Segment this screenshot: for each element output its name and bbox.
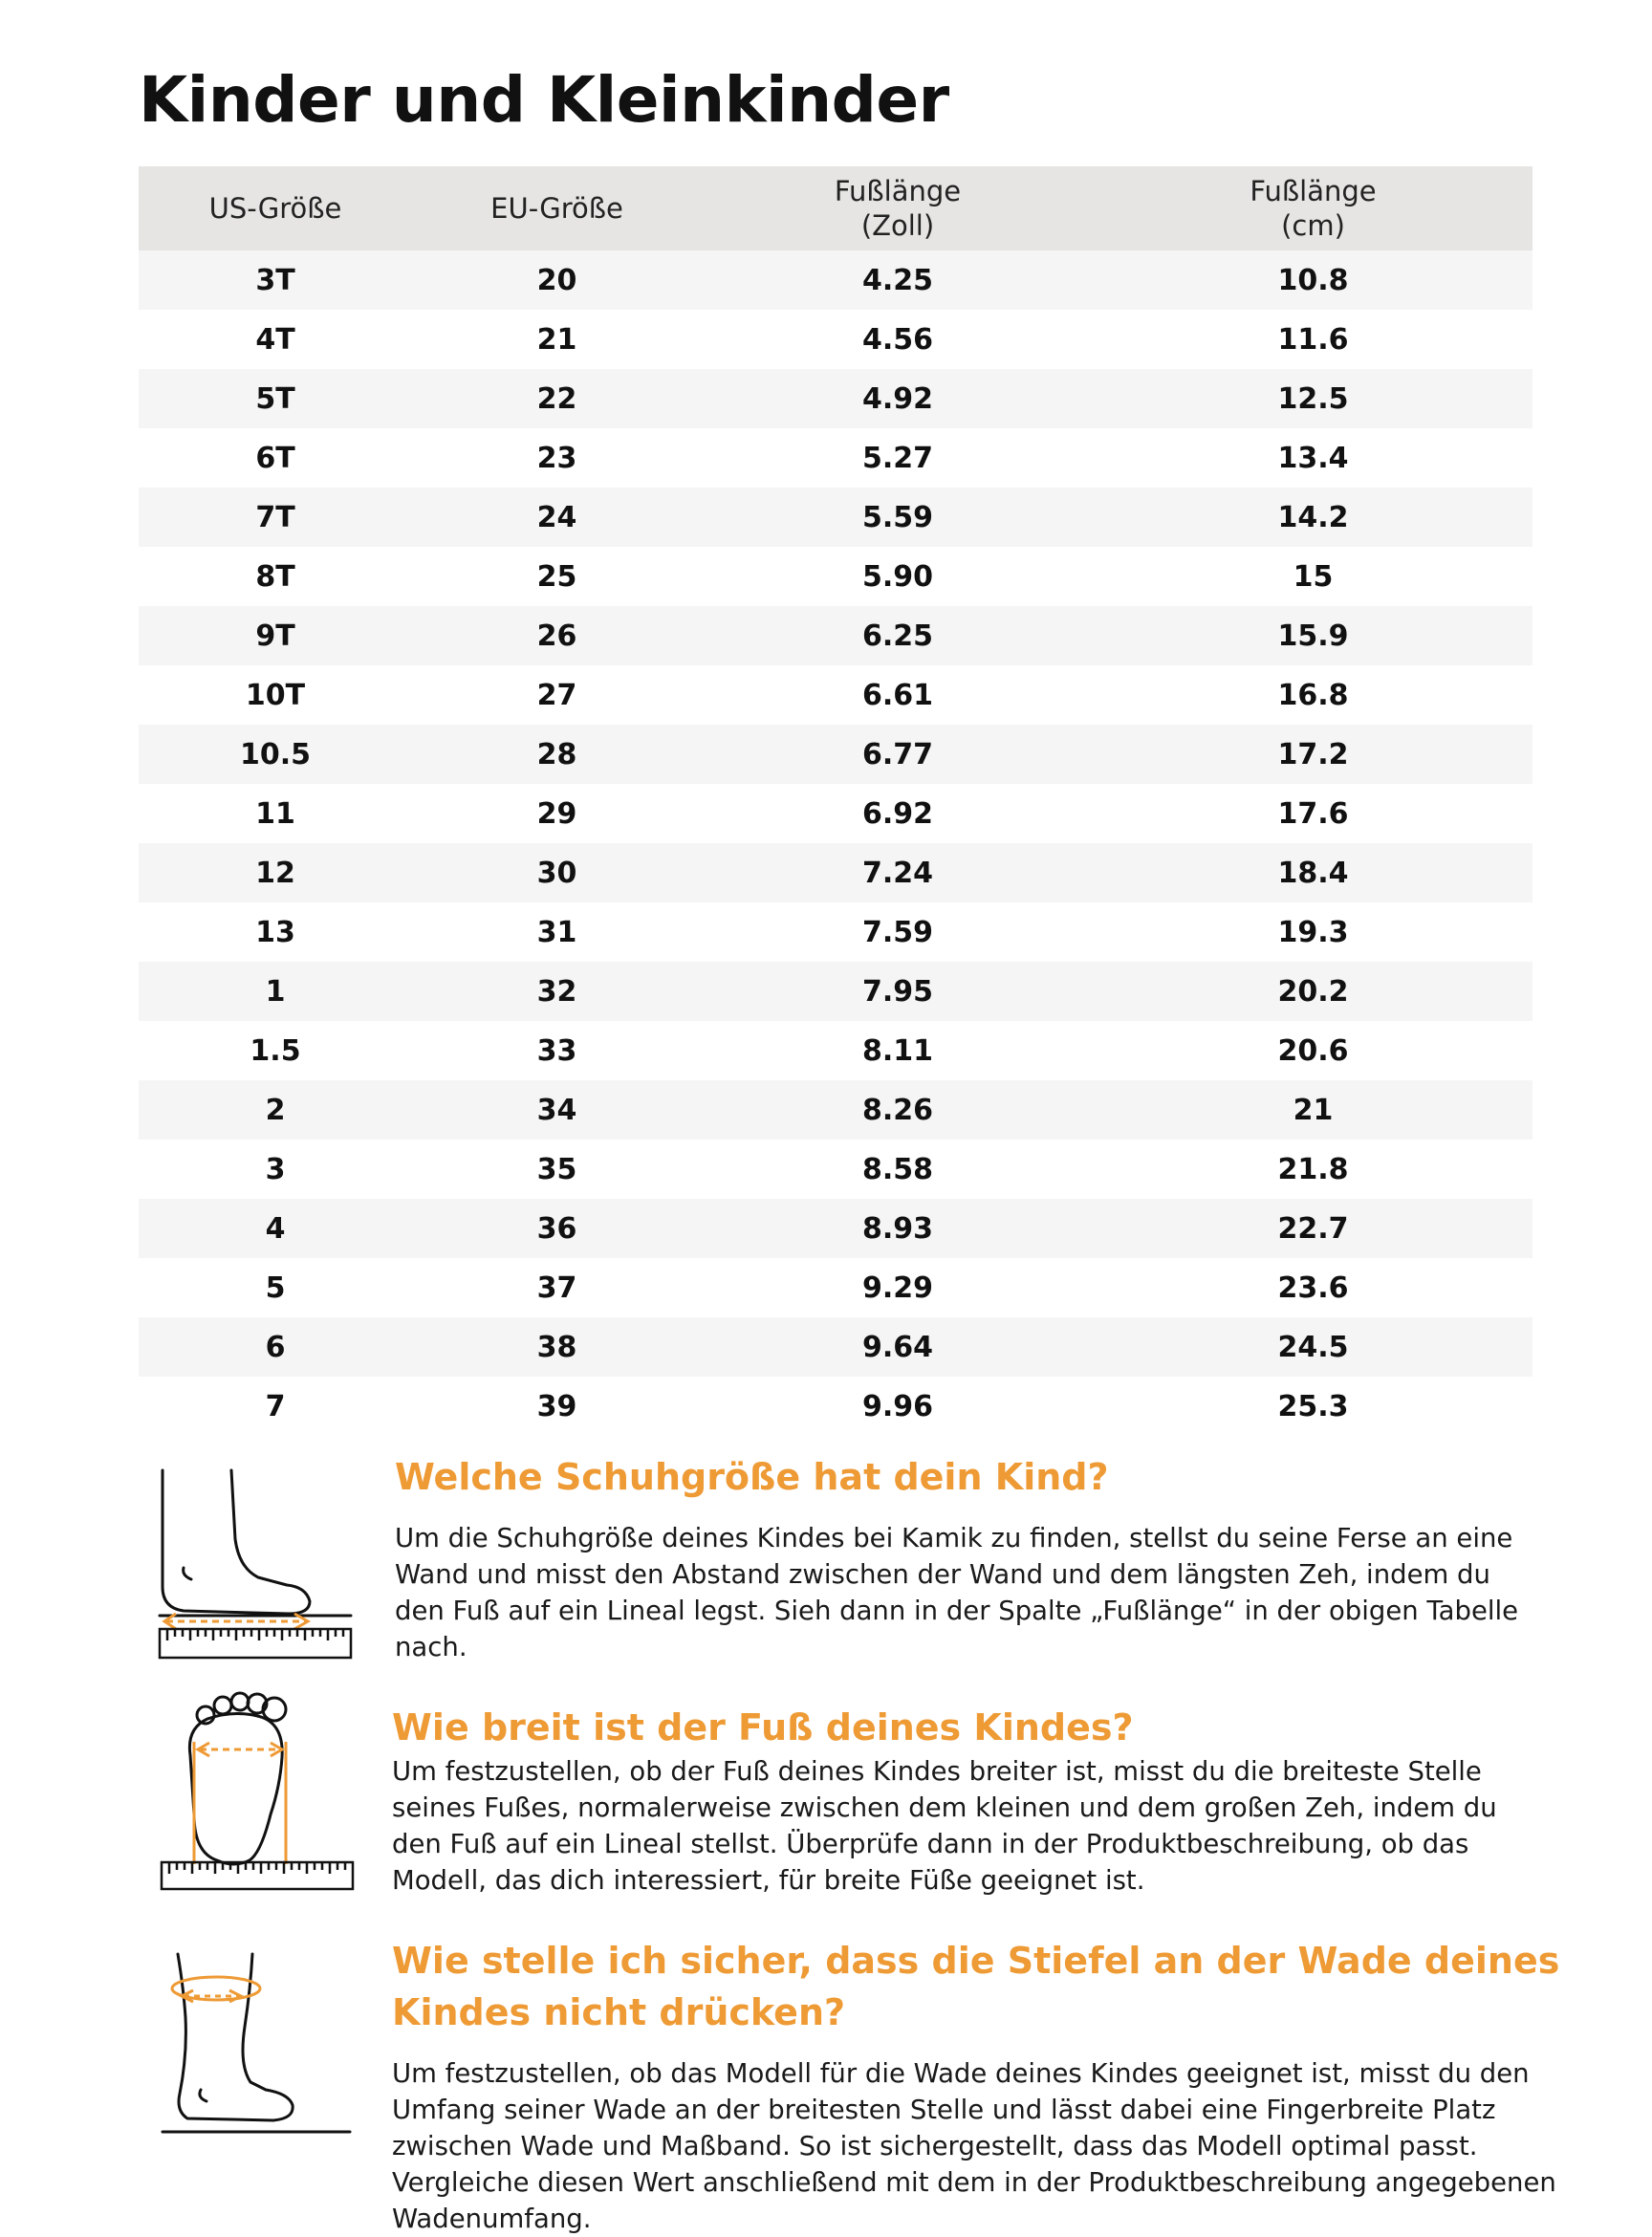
cell-us-size: 3 [265, 1152, 286, 1186]
cell-eu-size: 39 [536, 1389, 577, 1423]
table-row [139, 962, 1532, 1021]
table-row [139, 1140, 1532, 1199]
cell-foot-length-cm: 22.7 [1277, 1211, 1349, 1246]
cell-us-size: 9T [255, 619, 295, 653]
cell-us-size: 8T [255, 559, 295, 594]
cell-foot-length-inch: 4.92 [861, 381, 934, 416]
cell-us-size: 4 [265, 1211, 286, 1246]
table-row [139, 310, 1532, 369]
table-row [139, 665, 1532, 725]
cell-eu-size: 28 [536, 737, 577, 771]
cell-foot-length-cm: 24.5 [1277, 1330, 1349, 1364]
size-chart-table [139, 166, 1532, 1436]
cell-foot-length-cm: 15 [1293, 559, 1334, 594]
cell-eu-size: 36 [536, 1211, 577, 1246]
cell-us-size: 6T [255, 441, 295, 475]
cell-foot-length-inch: 6.77 [861, 737, 934, 771]
cell-eu-size: 38 [536, 1330, 577, 1364]
table-row [139, 843, 1532, 902]
section-title-calf: Wie stelle ich sicher, dass die Stiefel an der Wade deines Kindes nicht drücken? [392, 1940, 1560, 2033]
cell-us-size: 3T [255, 263, 295, 297]
cell-us-size: 13 [255, 915, 295, 949]
cell-us-size: 2 [265, 1093, 286, 1127]
table-header-row [139, 166, 1532, 250]
cell-eu-size: 31 [536, 915, 577, 949]
cell-foot-length-inch: 8.11 [861, 1033, 934, 1068]
table-row [139, 1377, 1532, 1436]
table-row [139, 1199, 1532, 1258]
table-row [139, 488, 1532, 547]
cell-foot-length-cm: 13.4 [1277, 441, 1349, 475]
foot-length-ruler-icon [155, 1463, 358, 1663]
cell-foot-length-cm: 21.8 [1277, 1152, 1349, 1186]
cell-foot-length-inch: 5.90 [861, 559, 934, 594]
cell-foot-length-cm: 17.6 [1277, 796, 1349, 831]
table-row [139, 547, 1532, 606]
cell-eu-size: 35 [536, 1152, 577, 1186]
cell-foot-length-cm: 12.5 [1277, 381, 1349, 416]
cell-us-size: 5T [255, 381, 295, 416]
section-title-foot-width: Wie breit ist der Fuß deines Kindes? [392, 1706, 1134, 1748]
cell-eu-size: 26 [536, 619, 577, 653]
table-row [139, 1317, 1532, 1377]
cell-foot-length-inch: 4.56 [861, 322, 934, 357]
cell-us-size: 7 [265, 1389, 286, 1423]
cell-us-size: 4T [255, 322, 295, 357]
header-foot-length-inch: Fußlänge (Zoll) [834, 175, 962, 242]
table-row [139, 725, 1532, 784]
cell-us-size: 5 [265, 1271, 286, 1305]
cell-foot-length-inch: 5.27 [861, 441, 934, 475]
cell-eu-size: 37 [536, 1271, 577, 1305]
section-text-calf: Um festzustellen, ob das Modell für die Wade deines Kindes geeignet ist, misst du den Umfang seiner Wade an der breitesten Stelle und lässt dabei eine Fingerbreite Platz zwischen Wade und Maßband. So ist sichergestellt, dass das Modell optimal passt. Vergleiche diesen Wert anschließend mit dem in der Produktbeschreibung angegebenen Wadenumfang. [392, 2058, 1556, 2234]
cell-foot-length-inch: 6.25 [861, 619, 934, 653]
calf-circumference-icon [159, 1950, 359, 2141]
cell-foot-length-inch: 9.96 [861, 1389, 934, 1423]
section-text-foot-width: Um festzustellen, ob der Fuß deines Kindes breiter ist, misst du die breiteste Stelle seines Fußes, normalerweise zwischen dem kleinen und dem großen Zeh, indem du den Fuß auf ein Lineal stellst. Überprüfe dann in der Produktbeschreibung, ob das Modell, das dich interessiert, für breite Füße geeignet ist. [392, 1756, 1497, 1896]
table-body [139, 250, 1532, 1436]
cell-foot-length-inch: 6.92 [861, 796, 934, 831]
cell-foot-length-cm: 10.8 [1277, 263, 1349, 297]
cell-us-size: 1 [265, 974, 286, 1009]
cell-eu-size: 32 [536, 974, 577, 1009]
cell-eu-size: 22 [536, 381, 577, 416]
cell-foot-length-inch: 8.93 [861, 1211, 934, 1246]
section-text-shoe-size: Um die Schuhgröße deines Kindes bei Kamik zu finden, stellst du seine Ferse an eine Wand und misst den Abstand zwischen der Wand und dem längsten Zeh, indem du den Fuß auf ein Lineal legst. Sieh dann in der Spalte „Fußlänge“ in der obigen Tabelle nach. [395, 1523, 1519, 1662]
table-row [139, 902, 1532, 962]
cell-foot-length-cm: 11.6 [1277, 322, 1349, 357]
cell-us-size: 10T [245, 678, 306, 712]
cell-eu-size: 23 [536, 441, 577, 475]
table-row [139, 784, 1532, 843]
cell-foot-length-cm: 25.3 [1277, 1389, 1349, 1423]
cell-eu-size: 30 [536, 856, 577, 890]
cell-foot-length-inch: 7.59 [861, 915, 934, 949]
cell-eu-size: 24 [536, 500, 577, 534]
table-row [139, 606, 1532, 665]
cell-foot-length-cm: 16.8 [1277, 678, 1349, 712]
cell-foot-length-cm: 17.2 [1277, 737, 1349, 771]
table-row [139, 1080, 1532, 1140]
table-row [139, 428, 1532, 488]
foot-width-ruler-icon [158, 1681, 359, 1893]
cell-us-size: 10.5 [239, 737, 312, 771]
cell-foot-length-cm: 14.2 [1277, 500, 1349, 534]
cell-eu-size: 33 [536, 1033, 577, 1068]
cell-foot-length-cm: 19.3 [1277, 915, 1349, 949]
header-us-size: US-Größe [208, 192, 342, 225]
cell-us-size: 12 [255, 856, 295, 890]
cell-foot-length-inch: 5.59 [861, 500, 934, 534]
cell-foot-length-inch: 8.58 [861, 1152, 934, 1186]
cell-foot-length-cm: 15.9 [1277, 619, 1349, 653]
page-title: Kinder und Kleinkinder [139, 63, 949, 137]
cell-foot-length-cm: 20.2 [1277, 974, 1349, 1009]
cell-foot-length-inch: 7.24 [861, 856, 934, 890]
cell-eu-size: 27 [536, 678, 577, 712]
cell-foot-length-cm: 23.6 [1277, 1271, 1349, 1305]
cell-eu-size: 25 [536, 559, 577, 594]
cell-eu-size: 34 [536, 1093, 577, 1127]
table-row [139, 1258, 1532, 1317]
table-row [139, 1021, 1532, 1080]
cell-foot-length-inch: 6.61 [861, 678, 934, 712]
cell-foot-length-inch: 9.29 [861, 1271, 934, 1305]
cell-foot-length-inch: 8.26 [861, 1093, 934, 1127]
cell-foot-length-cm: 18.4 [1277, 856, 1349, 890]
cell-eu-size: 21 [536, 322, 577, 357]
cell-foot-length-cm: 20.6 [1277, 1033, 1349, 1068]
cell-foot-length-cm: 21 [1293, 1093, 1334, 1127]
cell-eu-size: 29 [536, 796, 577, 831]
cell-us-size: 11 [255, 796, 295, 831]
cell-foot-length-inch: 9.64 [861, 1330, 934, 1364]
cell-foot-length-inch: 7.95 [861, 974, 934, 1009]
table-row [139, 369, 1532, 428]
cell-us-size: 6 [265, 1330, 286, 1364]
cell-eu-size: 20 [536, 263, 577, 297]
header-eu-size: EU-Größe [490, 192, 623, 225]
section-title-shoe-size: Welche Schuhgröße hat dein Kind? [395, 1456, 1109, 1498]
cell-us-size: 7T [255, 500, 295, 534]
table-row [139, 250, 1532, 310]
cell-us-size: 1.5 [250, 1033, 301, 1068]
header-foot-length-cm: Fußlänge (cm) [1250, 175, 1377, 242]
cell-foot-length-inch: 4.25 [861, 263, 934, 297]
